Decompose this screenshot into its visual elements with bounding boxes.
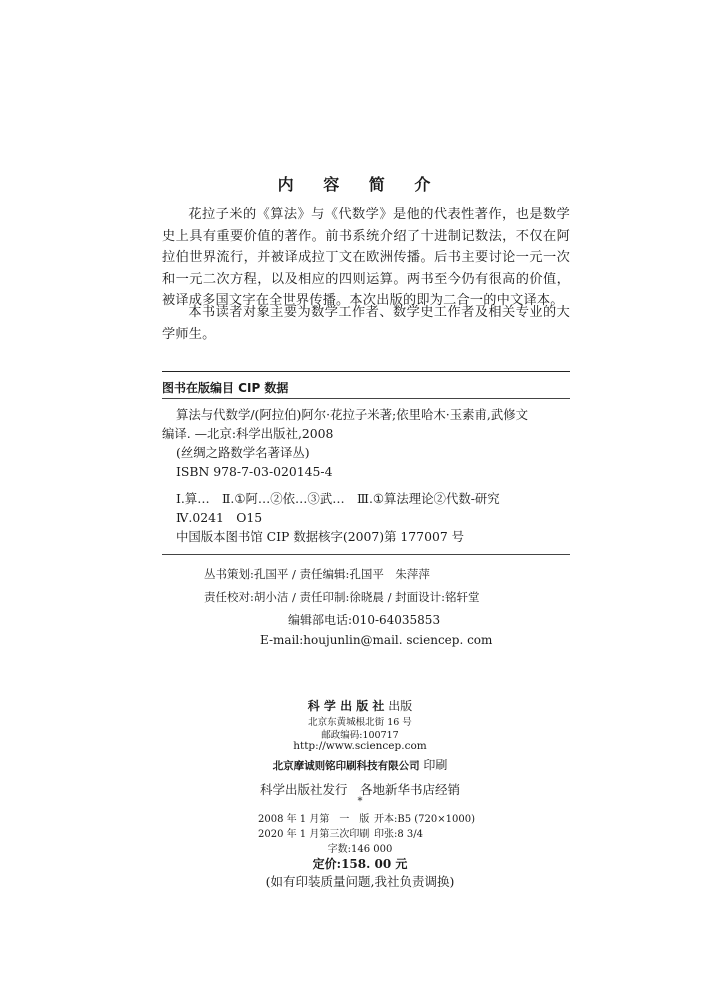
price: 定价:158. 00 元	[312, 857, 408, 871]
printer-name: 北京摩诚则铭印刷科技有限公司	[272, 760, 420, 772]
cip-block	[162, 405, 570, 546]
word-count: 字数:146 000	[327, 844, 393, 855]
publisher-postcode: 邮政编码:100717	[321, 730, 399, 741]
cip-line: Ⅰ.算… Ⅱ.①阿…②依…③武… Ⅲ.①算法理论②代数-研究	[176, 491, 500, 506]
proofreader-credit: 责任校对:胡小洁 / 责任印制:徐晓晨 / 封面设计:铭轩堂	[204, 590, 480, 604]
cip-line: 算法与代数学/(阿拉伯)阿尔·花拉子米著;依里哈木·玉素甫,武修文	[176, 407, 528, 422]
cip-bottom-divider	[162, 554, 570, 555]
edition-info: 2008 年 1 月第 一 版	[258, 814, 370, 825]
cip-line: Ⅳ.0241 O15	[176, 510, 263, 525]
summary-paragraph-2: 本书读者对象主要为数学工作者、数学史工作者及相关专业的大学师生。	[162, 305, 570, 342]
quality-notice: (如有印装质量问题,我社负责调换)	[265, 874, 455, 889]
printer-suffix: 印刷	[423, 758, 448, 772]
cip-line: ISBN 978-7-03-020145-4	[176, 464, 333, 479]
format-info: 开本:B5 (720×1000)	[374, 814, 475, 825]
publisher-website: http://www.sciencep.com	[293, 740, 427, 752]
page-title: 内 容 简 介	[277, 175, 443, 194]
cip-line: 编译. —北京:科学出版社,2008	[162, 426, 334, 441]
summary-paragraph-1: 花拉子米的《算法》与《代数学》是他的代表性著作，也是数学史上具有重要价值的著作。前书系统介绍了十进制记数法，不仅在阿拉伯世界流行，并被译成拉丁文在欧洲传播。后书主要讨论一元一次和一元二次方程，以及相应的四则运算。两书至今仍有很高的价值，被译成多国文字在全世界传播。本次出版的即为二合一的中文译本。	[162, 207, 570, 309]
editorial-phone: 编辑部电话:010-64035853	[288, 613, 441, 627]
cip-heading-divider	[162, 398, 570, 399]
distribution-line: 科学出版社发行 各地新华书店经销	[259, 782, 460, 797]
publisher-name: 科 学 出 版 社	[307, 699, 385, 713]
sheet-info: 印张:8 3/4	[374, 829, 424, 840]
cip-heading: 图书在版编目 CIP 数据	[162, 381, 289, 395]
cip-line: 中国版本图书馆 CIP 数据核字(2007)第 177007 号	[176, 529, 465, 544]
publisher-address: 北京东黄城根北街 16 号	[308, 717, 412, 728]
printer-line	[0, 756, 720, 773]
series-editor-credit: 丛书策划:孔国平 / 责任编辑:孔国平 朱萍萍	[204, 567, 430, 581]
cip-line: (丝绸之路数学名著译丛)	[176, 445, 310, 460]
editorial-email: E-mail:houjunlin@mail. sciencep. com	[260, 633, 493, 647]
printing-info: 2020 年 1 月第三次印刷	[258, 829, 370, 840]
publisher-suffix: 出版	[388, 699, 413, 713]
star-separator: *	[357, 796, 363, 807]
publisher-line	[0, 697, 720, 714]
top-divider	[162, 371, 570, 372]
